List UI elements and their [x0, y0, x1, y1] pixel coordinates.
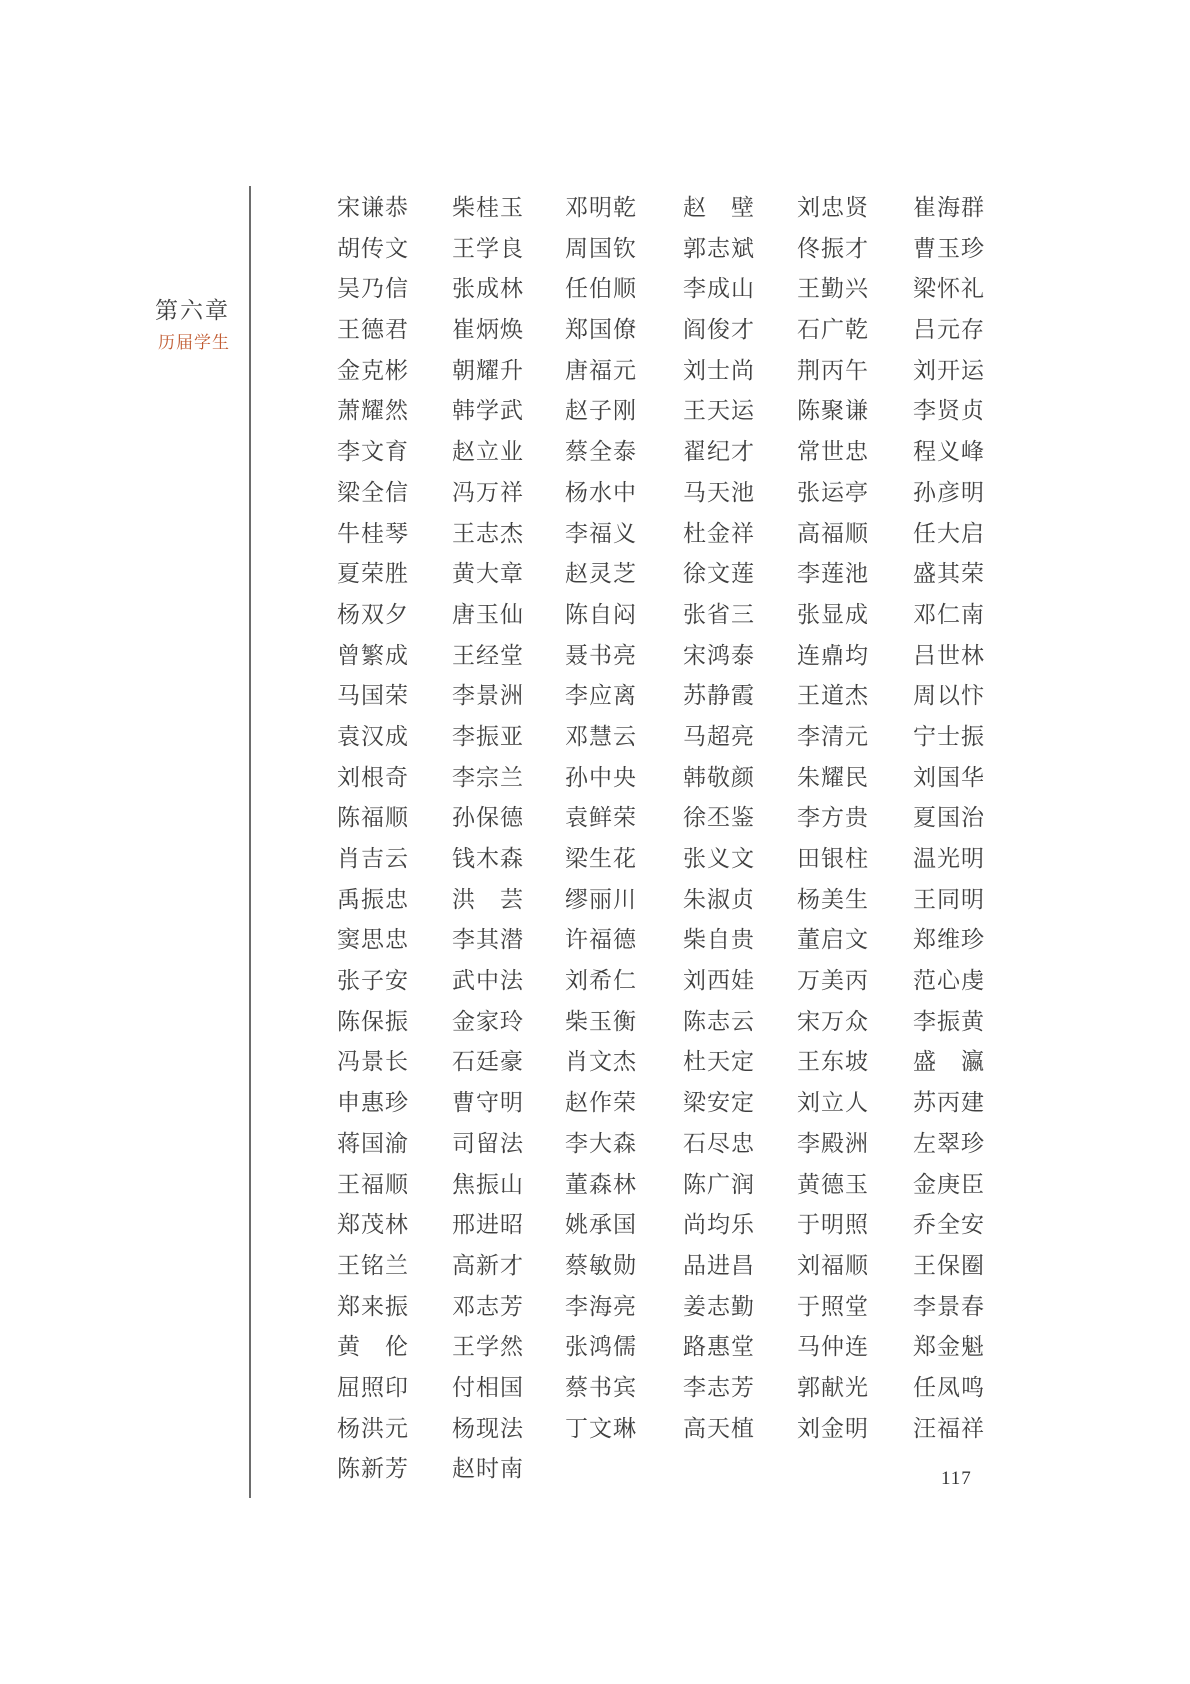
- student-name: 李莲池: [797, 561, 869, 587]
- student-name: 张子安: [337, 968, 409, 994]
- student-name: 曹守明: [452, 1090, 524, 1116]
- student-name: 孙中央: [565, 764, 637, 790]
- student-name: 陈保振: [337, 1008, 409, 1034]
- chapter-subtitle: 历届学生: [158, 333, 230, 352]
- student-name: 董启文: [797, 927, 869, 953]
- student-name: 石廷豪: [452, 1049, 524, 1075]
- student-name: [797, 1449, 913, 1490]
- student-name: 郑维珍: [913, 927, 985, 953]
- student-name: 翟纪才: [683, 439, 755, 465]
- student-name: 陈福顺: [337, 805, 409, 831]
- student-name-list: [337, 188, 1033, 1490]
- student-name: 连鼑均: [797, 642, 869, 668]
- student-name: 刘西娃: [683, 968, 755, 994]
- student-name: [565, 1449, 683, 1490]
- student-name: 王铭兰: [337, 1252, 409, 1278]
- student-name: 张鸿儒: [565, 1334, 637, 1360]
- student-name: 杨水中: [565, 479, 637, 505]
- student-name: 许福德: [565, 927, 637, 953]
- student-name: 盛 瀛: [913, 1049, 985, 1075]
- student-name: 司留法: [452, 1130, 524, 1156]
- student-name: 马国荣: [337, 683, 409, 709]
- student-name: 任凤鸣: [913, 1374, 985, 1400]
- student-name: 荆丙午: [797, 357, 869, 383]
- student-name: 于照堂: [797, 1293, 869, 1319]
- student-name: 赵子刚: [565, 398, 637, 424]
- student-name: 苏静霞: [683, 683, 755, 709]
- student-name: 冯景长: [337, 1049, 409, 1075]
- student-name: 梁全信: [337, 479, 409, 505]
- student-name: 阎俊才: [683, 317, 755, 343]
- student-name: 丁文琳: [565, 1415, 637, 1441]
- student-name: 邓志芳: [452, 1293, 524, 1319]
- student-name: 周国钦: [565, 235, 637, 261]
- student-name: 韩敬颜: [683, 764, 755, 790]
- student-name: 金庚臣: [913, 1171, 985, 1197]
- student-name: 高新才: [452, 1252, 524, 1278]
- student-name: 牛桂琴: [337, 520, 409, 546]
- student-name: 杨美生: [797, 886, 869, 912]
- student-name: 申惠珍: [337, 1090, 409, 1116]
- student-name: 蔡敏勋: [565, 1252, 637, 1278]
- student-name: 宋万众: [797, 1008, 869, 1034]
- student-name: 邓慧云: [565, 723, 637, 749]
- student-name: 李方贵: [797, 805, 869, 831]
- student-name: 张省三: [683, 601, 755, 627]
- student-name: 邢进昭: [452, 1212, 524, 1238]
- student-name: 李振黄: [913, 1008, 985, 1034]
- student-name: 杜天定: [683, 1049, 755, 1075]
- student-name: 孙彦明: [913, 479, 985, 505]
- student-name: 屈照印: [337, 1374, 409, 1400]
- student-name: 黄 伦: [337, 1334, 409, 1360]
- student-name: 李文育: [337, 439, 409, 465]
- student-name: 肖吉云: [337, 846, 409, 871]
- student-name: 柴桂玉: [452, 195, 524, 220]
- student-name: 刘开运: [913, 357, 985, 383]
- chapter-label-block: [0, 296, 238, 356]
- student-name: 杨洪元: [337, 1415, 409, 1441]
- student-name: 张运亭: [797, 479, 869, 505]
- student-name: 佟振才: [797, 235, 869, 261]
- student-name: 陈志云: [683, 1008, 755, 1034]
- student-name: 李志芳: [683, 1374, 755, 1400]
- student-name: 梁安定: [683, 1090, 755, 1116]
- student-name: 李成山: [683, 276, 755, 302]
- student-name: 乔全安: [913, 1212, 985, 1238]
- student-name: 徐文莲: [683, 561, 755, 587]
- student-name: 李海亮: [565, 1293, 637, 1319]
- student-name: 刘金明: [797, 1415, 869, 1441]
- student-name: 陈聚谦: [797, 398, 869, 424]
- student-name: 石广乾: [797, 317, 869, 343]
- student-name: 赵灵芝: [565, 561, 637, 587]
- student-name: 温光明: [913, 846, 985, 871]
- student-name: 路惠堂: [683, 1334, 755, 1360]
- student-name: 肖文杰: [565, 1049, 637, 1075]
- student-name: 李福义: [565, 520, 637, 546]
- student-name: 马天池: [683, 479, 755, 505]
- student-name: 郑来振: [337, 1293, 409, 1319]
- student-name: 胡传文: [337, 235, 409, 261]
- student-name: 杨双夕: [337, 601, 409, 627]
- student-name: 曹玉珍: [913, 235, 985, 261]
- student-name: 蔡全泰: [565, 439, 637, 465]
- student-name: 品进昌: [683, 1252, 755, 1278]
- student-name: 王经堂: [452, 642, 524, 668]
- student-name: 郑金魁: [913, 1334, 985, 1360]
- student-name: 李应离: [565, 683, 637, 709]
- student-name: 曾繁成: [337, 642, 409, 668]
- student-name: 朱淑贞: [683, 886, 755, 912]
- student-name: 张义文: [683, 846, 755, 871]
- student-name: 张显成: [797, 601, 869, 627]
- student-name: [683, 1449, 797, 1490]
- student-name: 李景洲: [452, 683, 524, 709]
- student-name: 刘根奇: [337, 764, 409, 790]
- student-name: 赵 壁: [683, 195, 755, 220]
- student-name: 李景春: [913, 1293, 985, 1319]
- student-name: 冯万祥: [452, 479, 524, 505]
- student-name: 王保圈: [913, 1252, 985, 1278]
- student-name: 姜志勤: [683, 1293, 755, 1319]
- student-name: 田银柱: [797, 846, 869, 871]
- student-name: 吴乃信: [337, 276, 409, 302]
- student-name: 王勤兴: [797, 276, 869, 302]
- student-name: 付相国: [452, 1374, 524, 1400]
- student-name: 石尽忠: [683, 1130, 755, 1156]
- student-name: 金克彬: [337, 357, 409, 383]
- student-name: 刘立人: [797, 1090, 869, 1116]
- student-name: 马仲连: [797, 1334, 869, 1360]
- student-name: 万美丙: [797, 968, 869, 994]
- vertical-rule: [249, 186, 251, 1498]
- student-name: 刘国华: [913, 764, 985, 790]
- student-name: 梁生花: [565, 846, 637, 871]
- student-name: 王天运: [683, 398, 755, 424]
- student-name: 蒋国渝: [337, 1130, 409, 1156]
- student-name: 盛其荣: [913, 561, 985, 587]
- student-name: 柴自贵: [683, 927, 755, 953]
- student-name: 柴玉衡: [565, 1008, 637, 1034]
- student-name: 宋谦恭: [337, 195, 409, 220]
- student-name: 王学然: [452, 1334, 524, 1360]
- student-name: 袁汉成: [337, 723, 409, 749]
- student-name: 夏国治: [913, 805, 985, 831]
- student-name: 王道杰: [797, 683, 869, 709]
- student-name: 蔡书宾: [565, 1374, 637, 1400]
- student-name: 王志杰: [452, 520, 524, 546]
- student-name: 唐福元: [565, 357, 637, 383]
- student-name: 李大森: [565, 1130, 637, 1156]
- student-name: 徐丕鉴: [683, 805, 755, 831]
- student-name: 左翠珍: [913, 1130, 985, 1156]
- student-name: 范心虔: [913, 968, 985, 994]
- student-name: 焦振山: [452, 1171, 524, 1197]
- student-name: 高福顺: [797, 520, 869, 546]
- student-name: 聂书亮: [565, 642, 637, 668]
- student-name: 黄大章: [452, 561, 524, 587]
- student-name: 刘忠贤: [797, 195, 869, 220]
- student-name: 任大启: [913, 520, 985, 546]
- chapter-number: 第六章: [155, 298, 230, 323]
- student-name: 任伯顺: [565, 276, 637, 302]
- student-name: 程义峰: [913, 439, 985, 465]
- student-name: 郭献光: [797, 1374, 869, 1400]
- student-name: 郑国僚: [565, 317, 637, 343]
- student-name: 杨现法: [452, 1415, 524, 1441]
- student-name: 李其潜: [452, 927, 524, 953]
- student-name: 王东坡: [797, 1049, 869, 1075]
- student-name: 李殿洲: [797, 1130, 869, 1156]
- student-name: 黄德玉: [797, 1171, 869, 1197]
- student-name: 朱耀民: [797, 764, 869, 790]
- student-name: 唐玉仙: [452, 601, 524, 627]
- student-name: 李振亚: [452, 723, 524, 749]
- student-name: 吕元存: [913, 317, 985, 343]
- student-name: 刘福顺: [797, 1252, 869, 1278]
- student-name: 张成林: [452, 276, 524, 302]
- student-name: 武中法: [452, 968, 524, 994]
- student-name: 王同明: [913, 886, 985, 912]
- student-name: 汪福祥: [913, 1415, 985, 1441]
- student-name: 邓仁南: [913, 601, 985, 627]
- student-name: 禹振忠: [337, 886, 409, 912]
- student-name: 陈广润: [683, 1171, 755, 1197]
- student-name: 袁鲜荣: [565, 805, 637, 831]
- student-name: 尚均乐: [683, 1212, 755, 1238]
- student-name: 梁怀礼: [913, 276, 985, 302]
- student-name: 赵作荣: [565, 1090, 637, 1116]
- student-name: 金家玲: [452, 1008, 524, 1034]
- student-name: 李贤贞: [913, 398, 985, 424]
- student-name: 刘希仁: [565, 968, 637, 994]
- page-number: 117: [941, 1468, 972, 1489]
- student-name: 王福顺: [337, 1171, 409, 1197]
- student-name: 崔炳焕: [452, 317, 524, 343]
- student-name: 王德君: [337, 317, 409, 343]
- student-name: 于明照: [797, 1212, 869, 1238]
- student-name: 陈自闷: [565, 601, 637, 627]
- student-name: 王学良: [452, 235, 524, 261]
- student-name: 洪 芸: [452, 886, 524, 912]
- student-name: 韩学武: [452, 398, 524, 424]
- student-name: 赵立业: [452, 439, 524, 465]
- student-name: 崔海群: [913, 195, 985, 220]
- student-name: 宋鸿泰: [683, 642, 755, 668]
- student-name: 赵时南: [452, 1456, 524, 1482]
- student-name: 李宗兰: [452, 764, 524, 790]
- student-name: 郭志斌: [683, 235, 755, 261]
- student-name: 萧耀然: [337, 398, 409, 424]
- student-name: 吕世林: [913, 642, 985, 668]
- student-name: 孙保德: [452, 805, 524, 831]
- student-name: 窦思忠: [337, 927, 409, 953]
- student-name: 李清元: [797, 723, 869, 749]
- student-name: 杜金祥: [683, 520, 755, 546]
- student-name: 高天植: [683, 1415, 755, 1441]
- student-name: 缪丽川: [565, 886, 637, 912]
- student-name: 夏荣胜: [337, 561, 409, 587]
- student-name: 刘士尚: [683, 357, 755, 383]
- student-name: 邓明乾: [565, 195, 637, 220]
- student-name: 姚承国: [565, 1212, 637, 1238]
- student-name: 周以忭: [913, 683, 985, 709]
- student-name: 常世忠: [797, 439, 869, 465]
- student-name: 钱木森: [452, 846, 524, 871]
- student-name: 苏丙建: [913, 1090, 985, 1116]
- student-name: 马超亮: [683, 723, 755, 749]
- student-name: 陈新芳: [337, 1456, 409, 1482]
- student-name: 朝耀升: [452, 357, 524, 383]
- student-name: 郑茂林: [337, 1212, 409, 1238]
- student-name: 董森林: [565, 1171, 637, 1197]
- student-name: 宁士振: [913, 723, 985, 749]
